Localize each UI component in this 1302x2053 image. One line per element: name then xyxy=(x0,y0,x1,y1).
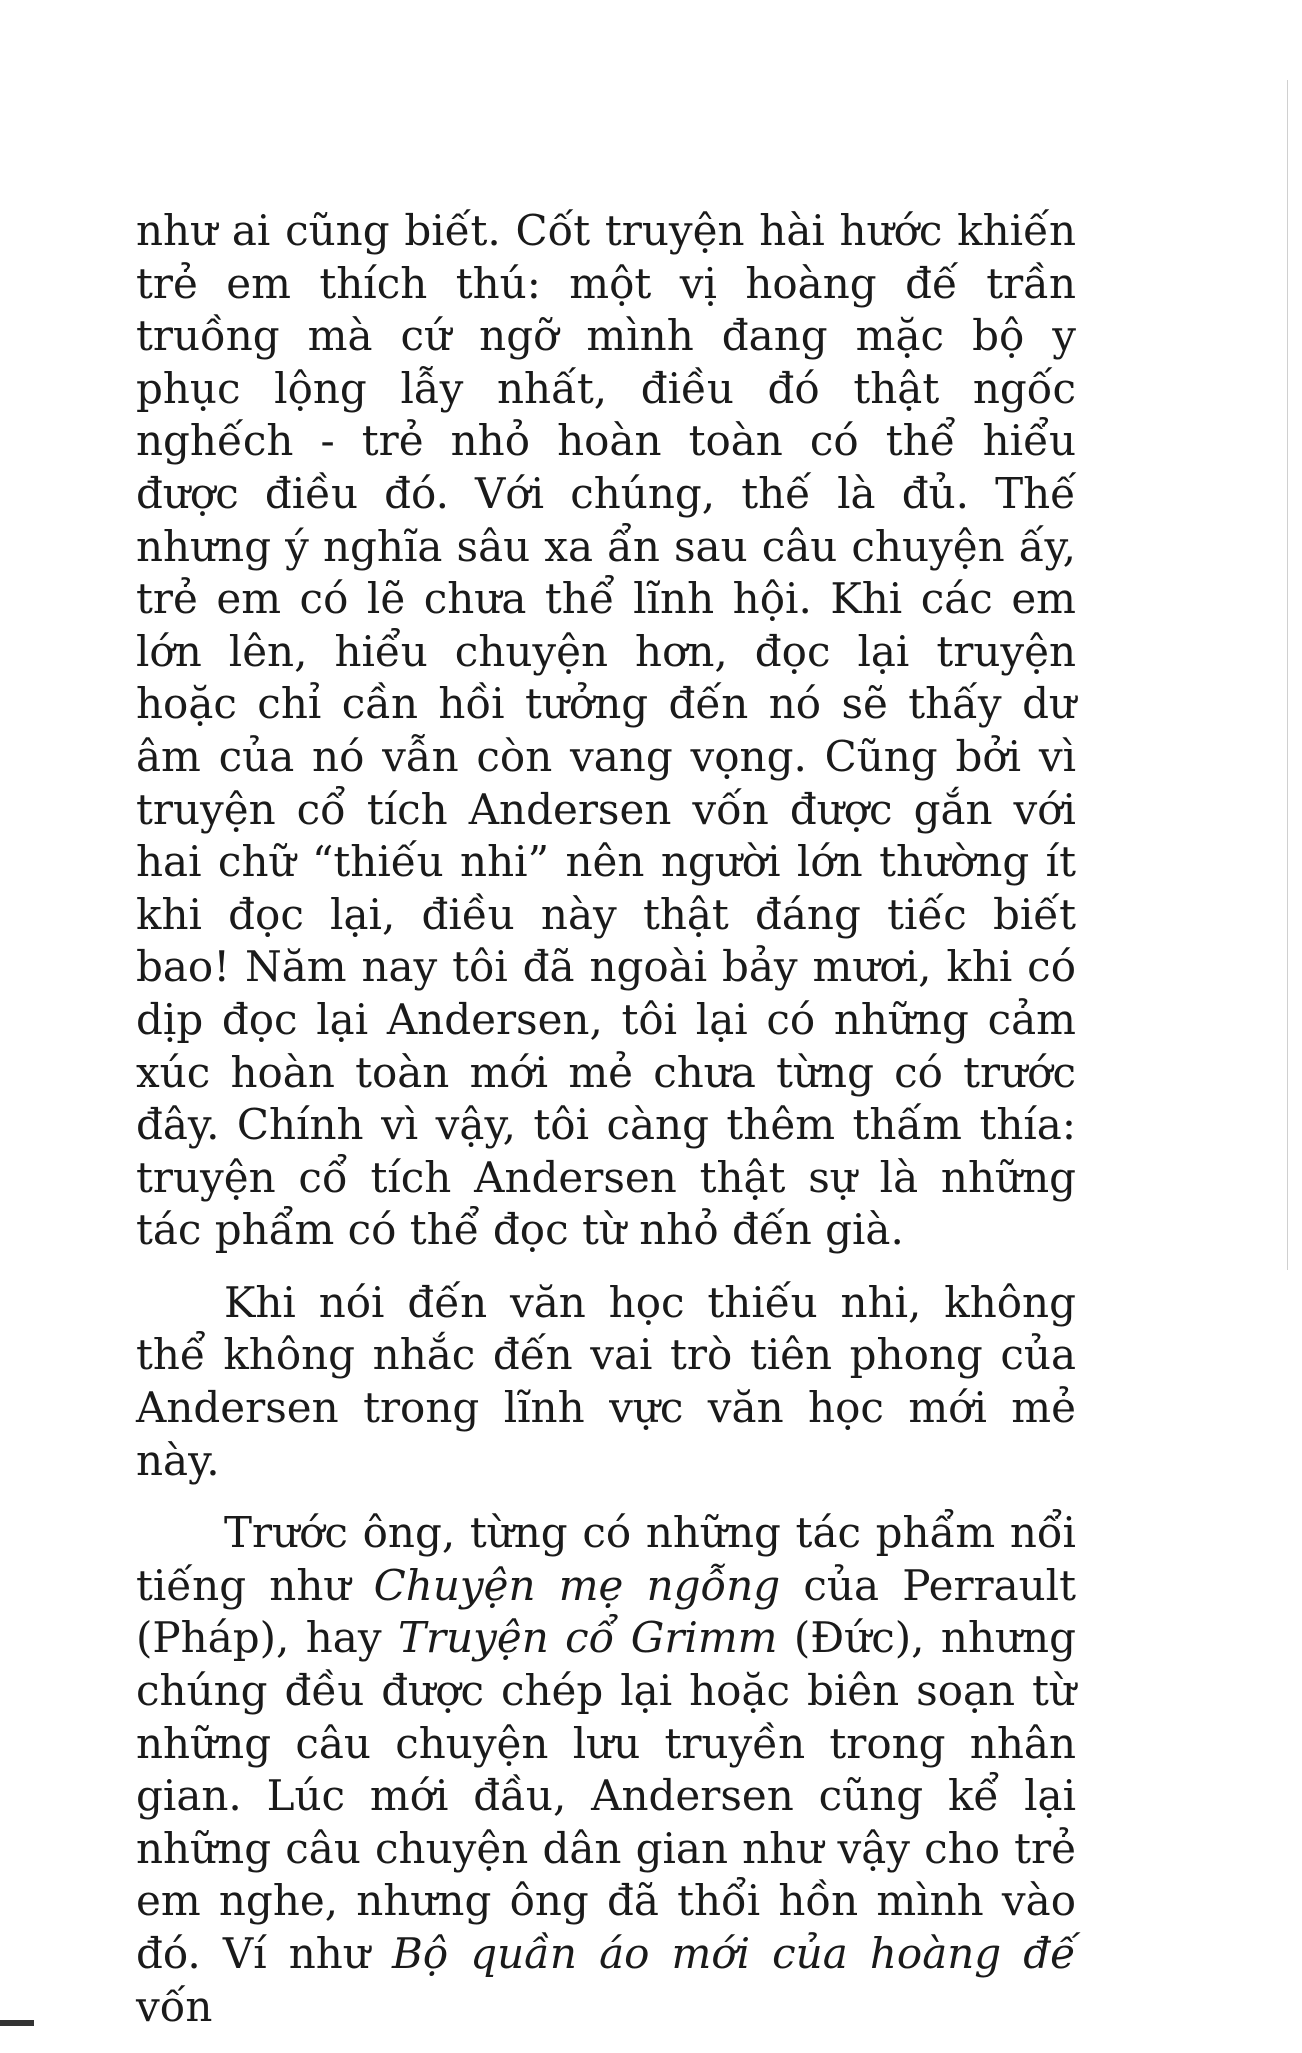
paragraph-3-text-1: Trước ông, từng có những tác phẩm nổi tiếng như xyxy=(136,1508,1076,1610)
body-text xyxy=(136,205,1076,2053)
scan-edge-mark xyxy=(0,2020,34,2026)
paragraph-2: Khi nói đến văn học thiếu nhi, không thể không nhắc đến vai trò tiên phong của Andersen trong lĩnh vực văn học mới mẻ này. xyxy=(136,1277,1076,1485)
title-truyen-co-grimm: Truyện cổ Grimm xyxy=(397,1613,778,1663)
paragraph-3-text-3: (Đức), nhưng chúng đều được chép lại hoặc biên soạn từ những câu chuyện lưu truyền trong nhân gian. Lúc mới đầu, Andersen cũng kể lại những câu chuyện dân gian như vậy cho trẻ em nghe, nhưng ông đã thổi hồn mình vào đó. Ví như xyxy=(136,1613,1076,1978)
title-chuyen-me-ngong: Chuyện mẹ ngỗng xyxy=(373,1560,781,1610)
paragraph-1: như ai cũng biết. Cốt truyện hài hước khiến trẻ em thích thú: một vị hoàng đế trần truồng mà cứ ngỡ mình đang mặc bộ y phục lộng lẫy nhất, điều đó thật ngốc nghếch - trẻ nhỏ hoàn toàn có thể hiểu được điều đó. Với chúng, thế là đủ. Thế nhưng ý nghĩa sâu xa ẩn sau câu chuyện ấy, trẻ em có lẽ chưa thể lĩnh hội. Khi các em lớn lên, hiểu chuyện hơn, đọc lại truyện hoặc chỉ cần hồi tưởng đến nó sẽ thấy dư âm của nó vẫn còn vang vọng. Cũng bởi vì truyện cổ tích Andersen vốn được gắn với hai chữ “thiếu nhi” nên người lớn thường ít khi đọc lại, điều này thật đáng tiếc biết bao! Năm nay tôi đã ngoài bảy mươi, khi có dịp đọc lại Andersen, tôi lại có những cảm xúc hoàn toàn mới mẻ chưa từng có trước đây. Chính vì vậy, tôi càng thêm thấm thía: truyện cổ tích Andersen thật sự là những tác phẩm có thể đọc từ nhỏ đến già. xyxy=(136,206,1076,1255)
paragraph-3 xyxy=(136,1507,1076,2033)
paragraph-3-text-2: của Perrault (Pháp), hay xyxy=(136,1560,1076,1663)
page-edge-line xyxy=(1287,80,1288,1270)
title-bo-quan-ao-moi: Bộ quần áo mới của hoàng đế xyxy=(392,1929,1076,1978)
paragraph-3-text-4: vốn xyxy=(136,1981,213,2031)
